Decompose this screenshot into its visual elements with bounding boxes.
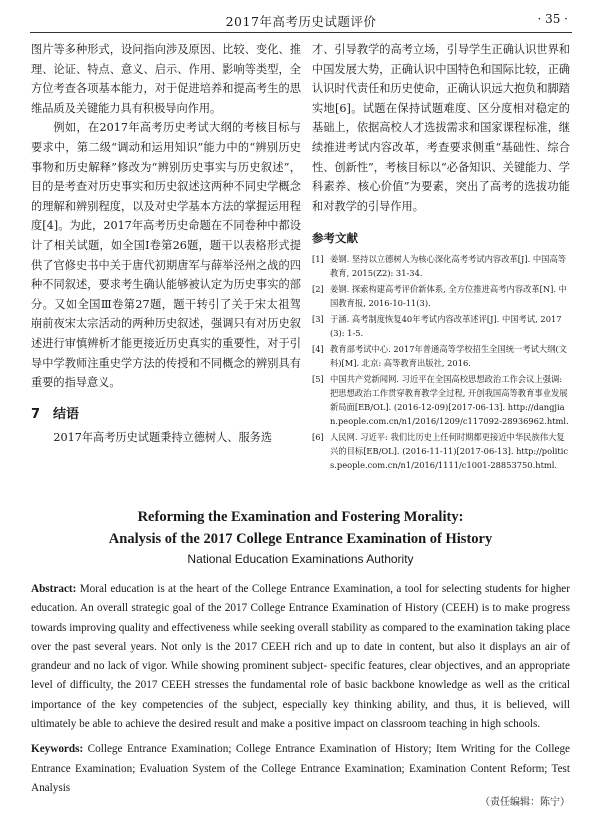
reference-text: 教育部考试中心. 2017年普通高等学校招生全国统一考试大纲(文科)[M]. 北京: 高等教育出版社, 2016. <box>330 344 568 369</box>
reference-text: 姜钢. 坚持以立德树人为核心深化高考考试内容改革[J]. 中国高等教育, 2015(Z2): 31-34. <box>330 254 567 279</box>
reference-number: [5] <box>312 374 324 385</box>
reference-text: 于涵. 高考制度恢复40年考试内容改革述评[J]. 中国考试, 2017(3): 1-5. <box>330 314 562 339</box>
keywords-label: Keywords: <box>31 743 84 756</box>
left-paragraph-3: 2017年高考历史试题秉持立德树人、服务选 <box>53 430 273 444</box>
reference-number: [4] <box>312 344 324 355</box>
running-header <box>30 10 572 33</box>
reference-item <box>312 430 570 472</box>
reference-item <box>312 312 570 340</box>
reference-number: [3] <box>312 314 324 325</box>
reference-number: [6] <box>312 432 324 443</box>
left-paragraph-1: 图片等多种形式，设问指向涉及原因、比较、变化、推理、论证、特点、意义、启示、作用、影响等类型，全方位考查各项基本能力，对于促进培养和提高考生的思维品质及关键能力具有积极导向作用。 <box>31 43 301 115</box>
section-number: 7 <box>31 406 41 422</box>
english-author: National Education Examinations Authority <box>187 552 414 566</box>
english-title-line-2: Analysis of the 2017 College Entrance Examination of History <box>108 531 493 547</box>
left-paragraph-2: 例如，在2017年高考历史考试大纲的考核目标与要求中，第二级“调动和运用知识”能力中的“辨别历史事物和历史解释”修改为“辨别历史事实与历史叙述”，目的是考查对历史事实和历史叙述这两种不同史学概念的理解和辨别程度，以及对史学基本方法的掌握运用程度[4]。为此，2017年高考历史命题在不同卷种中都设计了相关试题，如全国Ⅰ卷第26题，题干以表格形式提供了官修史书中关于唐代初期唐军与薛举泾州之战的四种不同叙述，要求考生确认能够被认定为历史事实的部分。又如全国Ⅲ卷第27题，题干转引了关于宋太祖驾崩前夜宋太宗活动的两种历史叙述，强调只有对历史叙述进行审慎辨析才能更接近历史真实的重要性，对于引导中学教师注重史学方法的传授和不同概念的辨别具有重要的指导意义。 <box>31 121 301 390</box>
english-title-line-1: Reforming the Examination and Fostering Morality: <box>137 509 464 525</box>
abstract-text: Moral education is at the heart of the College Entrance Examination, a tool for selecting students for higher education. An overall strategic goal of the 2017 College Entrance Examination of History (CEEH) is to make progress towards improving quality and effectiveness while seeking overall stability as compared to the examination taking place over the past several years. Not only is the 2017 CEEH rich and up to date in content, but also it displays an air of grandeur and no lack of vigor. While showing prominent subject- specific features, clear objectives, and an appropriate level of difficulty, the 2017 CEEH stresses the fundamental role of basic backbone knowledge as well as the critical importance of the key competencies of the subject, especially key thinking ability, and thus, it is believed, will ultimately be able to achieve the desired result and make a positive impact on classroom teaching in high schools. <box>31 583 570 731</box>
english-keywords <box>31 740 570 798</box>
reference-item <box>312 252 570 280</box>
reference-text: 中国共产党新闻网. 习近平在全国高校思想政治工作会议上强调: 把思想政治工作贯穿教育教学全过程, 开创我国高等教育事业发展新局面[EB/OL]. (2016-12-09)[2017-06-13]. http://dangjian.people.com.cn/n1/2016/1209/c117092-28936962.html. <box>330 374 569 427</box>
reference-item <box>312 342 570 370</box>
reference-item <box>312 282 570 310</box>
reference-list <box>312 252 570 472</box>
right-column <box>312 40 570 474</box>
reference-text: 人民网. 习近平: 我们比历史上任何时期都更接近中华民族伟大复兴的目标[EB/OL]. (2016-11-11)[2017-06-13]. http://politics.people.com.cn/n1/2016/1111/c1001-28853750.html. <box>330 432 569 471</box>
reference-text: 姜钢. 探索构建高考评价新体系, 全方位推进高考内容改革[N]. 中国教育报, 2016-10-11(3). <box>330 284 567 309</box>
references-title: 参考文献 <box>312 231 358 246</box>
right-paragraph-1: 才、引导教学的高考立场，引导学生正确认识世界和中国发展大势，正确认识中国特色和国际比较，正确认识时代责任和历史使命，正确认识远大抱负和脚踏实地[6]。试题在保持试题难度、区分度相对稳定的基础上，依据高校人才选拔需求和国家课程标准，继续推进考试内容改革，考查要求侧重“基础性、综合性、创新性”，考核目标以“必备知识、关键能力、学科素养、核心价值”为要素，突出了高考的选拔功能和对教学的引导作用。 <box>312 43 570 213</box>
reference-item <box>312 372 570 428</box>
section-title: 结语 <box>53 406 80 422</box>
section-heading <box>31 403 301 422</box>
reference-number: [1] <box>312 254 324 265</box>
abstract-label: Abstract: <box>31 583 77 595</box>
english-abstract <box>31 580 570 734</box>
page-number: · 35 · <box>537 12 568 26</box>
editor-note: （责任编辑：陈宁） <box>480 797 570 808</box>
header-title: 2017年高考历史试题评价 <box>225 14 377 29</box>
left-column <box>31 40 301 447</box>
keywords-text: College Entrance Examination; College Entrance Examination of History; Item Writing for the College Entrance Examination; Evaluation System of the College Entrance Examination; Examination Content Reform; Test Analysis <box>31 743 570 794</box>
reference-number: [2] <box>312 284 324 295</box>
english-abstract-block <box>31 506 570 798</box>
